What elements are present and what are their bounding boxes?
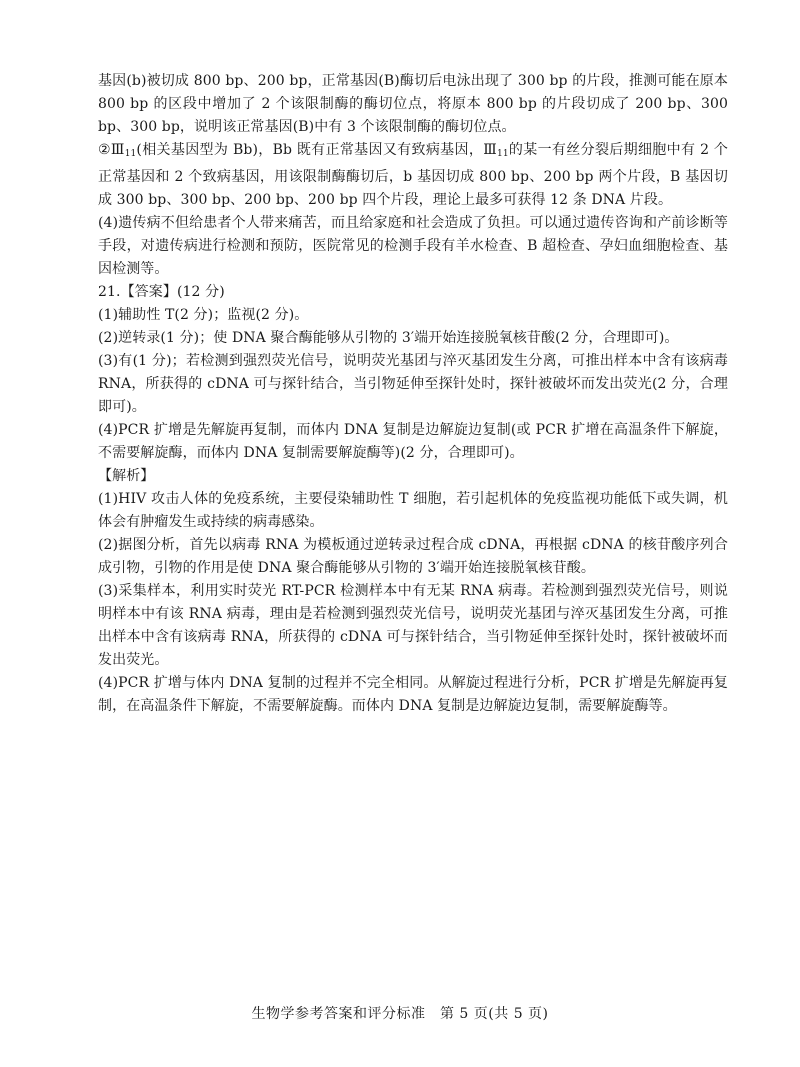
subscript: 11 (124, 149, 137, 159)
text-segment: (相关基因型为 Bb)，Bb 既有正常基因又有致病基因，Ⅲ (136, 142, 498, 158)
q21-heading: 21.【答案】(12 分) (98, 284, 225, 300)
answer-4: (4)PCR 扩增是先解旋再复制，而体内 DNA 复制是边解旋边复制(或 PCR 扩增在高温条件下解旋，不需要解旋酶，而体内 DNA 复制需要解旋酶等)(2 分，合理即可)。 (98, 422, 728, 461)
text-segment: 的某一有丝分裂后期细胞中有 2 个正常基因和 2 个致病基因，用该限制酶酶切后，b 基因切成 800 bp、200 bp 两个片段，B 基因切成 300 bp、300 bp、200 bp、200 bp 四个片段，理论上最多可获得 12 条 DNA 片段。 (98, 142, 728, 208)
q20-continuation (98, 70, 728, 281)
text-segment: ②Ⅲ (98, 142, 125, 158)
analysis-heading: 【解析】 (98, 468, 155, 484)
analysis-4: (4)PCR 扩增与体内 DNA 复制的过程并不完全相同。从解旋过程进行分析，PCR 扩增是先解旋再复制，在高温条件下解旋，不需要解旋酶。而体内 DNA 复制是边解旋边复制，需要解旋酶等。 (98, 675, 728, 714)
answer-3: (3)有(1 分)；若检测到强烈荧光信号，说明荧光基团与淬灭基团发生分离，可推出样本中含有该病毒 RNA，所获得的 cDNA 可与探针结合，当引物延伸至探针处时，探针被破坏而发出荧光(2 分，合理即可)。 (98, 353, 728, 415)
answer-2: (2)逆转录(1 分)；使 DNA 聚合酶能够从引物的 3′端开始连接脱氧核苷酸(2 分，合理即可)。 (98, 330, 679, 346)
page-footer: 生物学参考答案和评分标准 第 5 页(共 5 页) (251, 1006, 549, 1022)
answer-1: (1)辅助性 T(2 分)；监视(2 分)。 (98, 307, 309, 323)
analysis-1: (1)HIV 攻击人体的免疫系统，主要侵染辅助性 T 细胞，若引起机体的免疫监视功能低下或失调，机体会有肿瘤发生或持续的病毒感染。 (98, 491, 728, 530)
analysis-3: (3)采集样本，利用实时荧光 RT-PCR 检测样本中有无某 RNA 病毒。若检测到强烈荧光信号，则说明样本中有该 RNA 病毒，理由是若检测到强烈荧光信号，说明荧光基团与淬灭基团发生分离，可推出样本中含有该病毒 RNA，所获得的 cDNA 可与探针结合，当引物延伸至探针处时，探针被破坏而发出荧光。 (98, 583, 728, 668)
paragraph-q20-part3-2 (98, 139, 728, 212)
analysis-2: (2)据图分析，首先以病毒 RNA 为模板通过逆转录过程合成 cDNA，再根据 cDNA 的核苷酸序列合成引物，引物的作用是使 DNA 聚合酶能够从引物的 3′端开始连接脱氧核苷酸。 (98, 537, 728, 576)
paragraph-q20-part4: (4)遗传病不但给患者个人带来痛苦，而且给家庭和社会造成了负担。可以通过遗传咨询和产前诊断等手段，对遗传病进行检测和预防，医院常见的检测手段有羊水检查、B 超检查、孕妇血细胞检查、基因检测等。 (98, 215, 728, 277)
q21-section (98, 281, 728, 718)
paragraph-q20-part3-1: 基因(b)被切成 800 bp、200 bp，正常基因(B)酶切后电泳出现了 300 bp 的片段，推测可能在原本 800 bp 的区段中增加了 2 个该限制酶的酶切位点，将原本 800 bp 的片段切成了 200 bp、300 bp、300 bp，说明该正常基因(B)中有 3 个该限制酶的酶切位点。 (98, 73, 728, 135)
subscript: 11 (497, 149, 509, 159)
